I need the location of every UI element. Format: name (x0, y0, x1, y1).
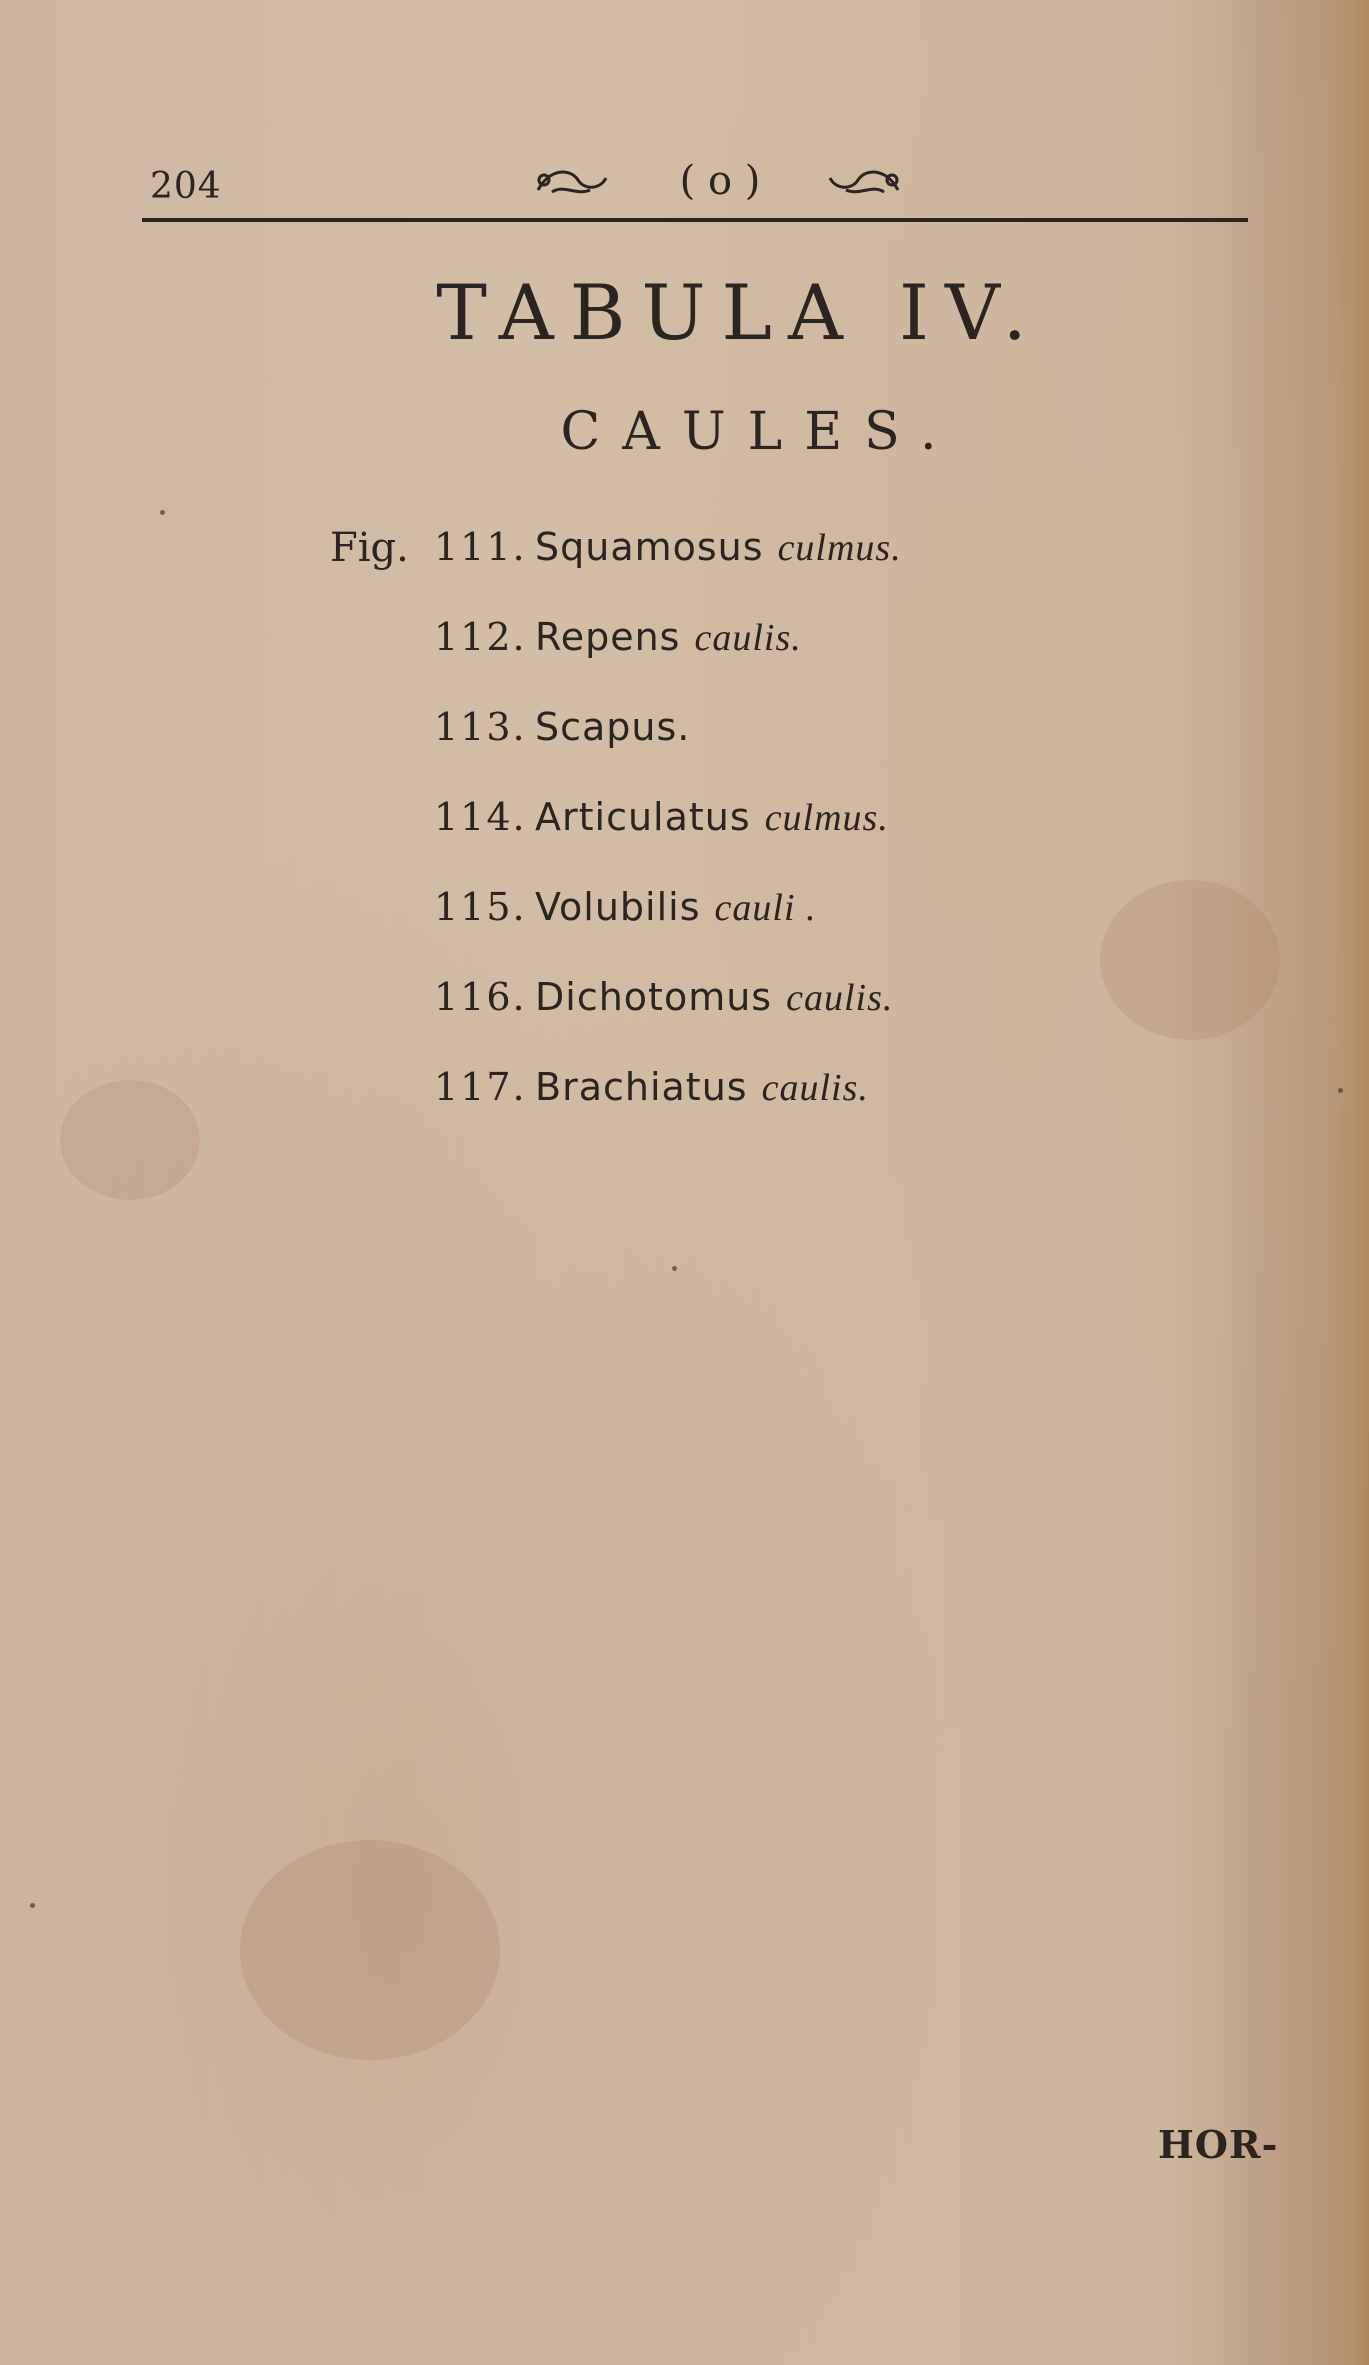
figure-prefix: Fig. (330, 525, 409, 571)
page-title: TABULA IV. (436, 268, 1043, 357)
ornament-text: ( o ) (679, 158, 761, 204)
figure-qualifier: caulis. (761, 1067, 869, 1109)
left-flourish-icon (538, 172, 606, 192)
figure-number: 114. (434, 795, 527, 839)
figure-term-text: Brachiatus (535, 1065, 748, 1109)
figure-number: 111. (434, 525, 527, 569)
catchword: HOR- (1158, 2122, 1279, 2167)
paper-speck (672, 1266, 677, 1271)
figure-number: 113. (434, 705, 527, 749)
figure-number: 116. (434, 975, 527, 1019)
figure-term (535, 1065, 869, 1110)
figure-list (330, 525, 1130, 1155)
figure-qualifier: caulis. (786, 977, 894, 1019)
right-flourish-icon (830, 172, 898, 192)
figure-qualifier: caulis. (694, 617, 802, 659)
figure-term-text: Volubilis (535, 885, 701, 929)
figure-term (535, 615, 802, 660)
header-ornament (530, 150, 910, 210)
figure-entry (330, 885, 1130, 975)
figure-term (535, 525, 902, 570)
figure-term (535, 885, 817, 930)
figure-entry (330, 615, 1130, 705)
figure-term (535, 975, 893, 1020)
figure-term-text: Repens (535, 615, 681, 659)
figure-term (535, 795, 889, 840)
paper-stain (60, 1080, 200, 1200)
paper-speck (30, 1903, 35, 1908)
figure-term-text: Dichotomus (535, 975, 773, 1019)
figure-term (535, 705, 704, 750)
figure-number: 117. (434, 1065, 527, 1109)
figure-term-text: Squamosus (535, 525, 764, 569)
figure-term-text: Articulatus (535, 795, 751, 839)
section-subtitle: CAULES. (560, 402, 959, 462)
figure-entry (330, 525, 1130, 615)
page-number: 204 (150, 166, 222, 207)
figure-entry (330, 705, 1130, 795)
header-rule (142, 218, 1248, 222)
figure-term-text: Scapus. (535, 705, 691, 749)
figure-number: 112. (434, 615, 527, 659)
paper-speck (160, 510, 165, 515)
paper-speck (1338, 1088, 1343, 1093)
figure-qualifier: culmus. (777, 527, 902, 569)
figure-entry (330, 795, 1130, 885)
figure-entry (330, 975, 1130, 1065)
paper-stain (240, 1840, 500, 2060)
figure-entry (330, 1065, 1130, 1155)
figure-number: 115. (434, 885, 527, 929)
figure-qualifier: culmus. (764, 797, 889, 839)
figure-qualifier: cauli . (714, 887, 817, 929)
